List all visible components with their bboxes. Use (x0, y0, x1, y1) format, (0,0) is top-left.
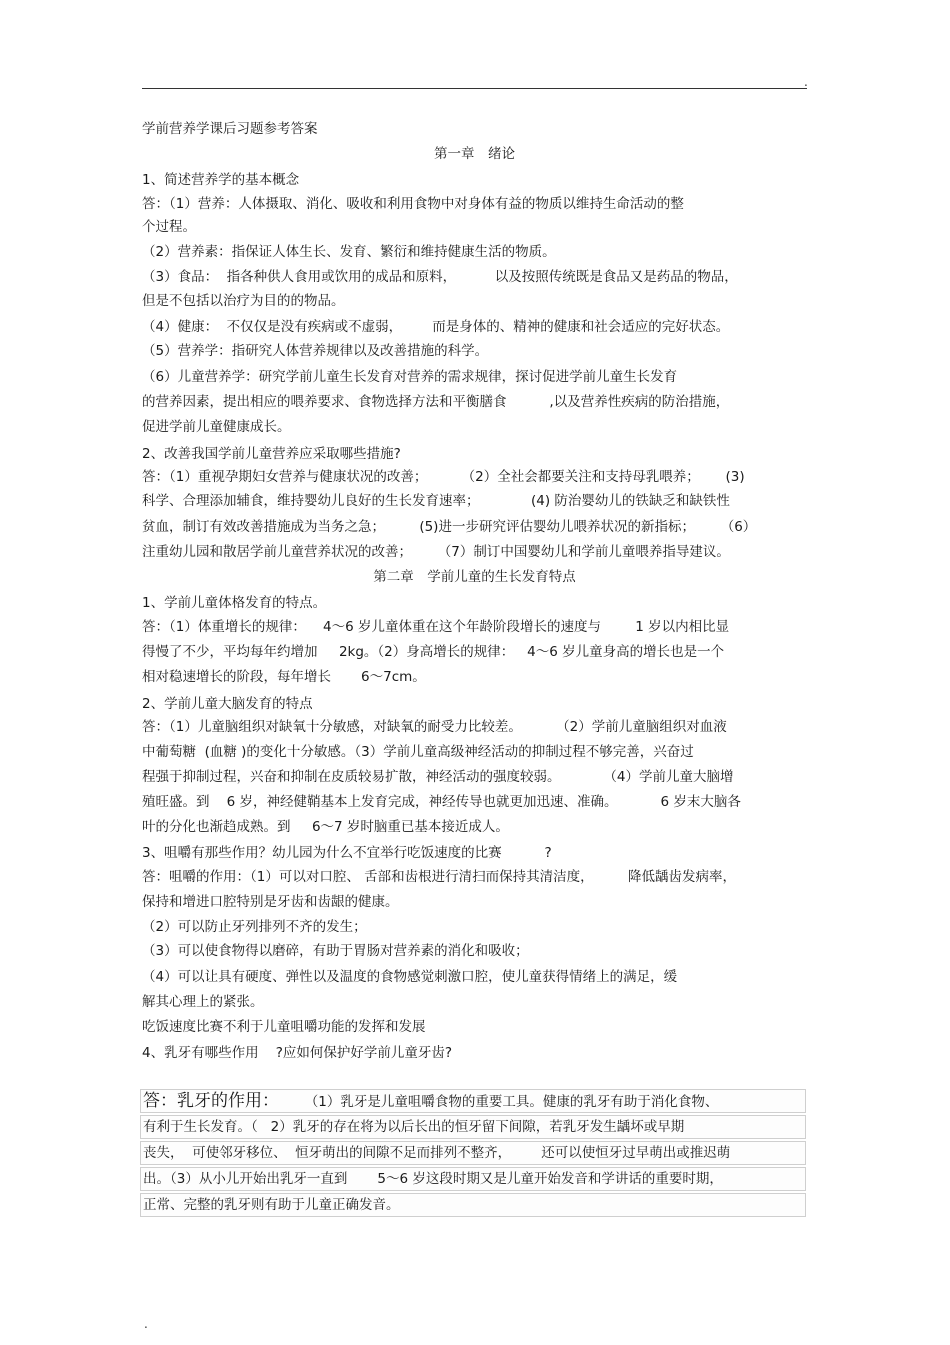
ch2-q1-line: 答：（1）体重增长的规律： 4～6 岁儿童体重在这个年龄阶段增长的速度与 1 岁以内相比显 (142, 619, 730, 635)
ch2-q4-line: 出。（3）从小儿开始出乳牙一直到 5～6 岁这段时期又是儿童开始发音和学讲话的重要时期， (140, 1167, 806, 1191)
ch2-q4-line: 有利于生长发育。（ 2）乳牙的存在将为以后长出的恒牙留下间隙，若乳牙发生龋坏或早期 (140, 1115, 806, 1139)
ch2-q3-line: 吃饭速度比赛不利于儿童咀嚼功能的发挥和发展 (142, 1019, 426, 1035)
ch2-q4-line: 丧失， 可使邻牙移位、 恒牙萌出的间隙不足而排列不整齐， 还可以使恒牙过早萌出或推迟萌 (140, 1141, 806, 1165)
ch2-q4-line: 正常、完整的乳牙则有助于儿童正确发音。 (140, 1193, 806, 1217)
ch1-q1-line: 但是不包括以治疗为目的的物品。 (142, 293, 345, 309)
ch1-q2-line: 注重幼儿园和散居学前儿童营养状况的改善； （7）制订中国婴幼儿和学前儿童喂养指导建议。 (142, 544, 730, 560)
ch1-q2-line: 贫血，制订有效改善措施成为当务之急； (5)进一步研究评估婴幼儿喂养状况的新指标； （6） (142, 519, 757, 535)
ch2-q2-line: 程强于抑制过程，兴奋和抑制在皮质较易扩散，神经活动的强度较弱。 （4）学前儿童大脑增 (142, 769, 734, 785)
chapter-2-heading: 第二章 学前儿童的生长发育特点 (373, 569, 576, 585)
ch2-q2-line: 答：（1）儿童脑组织对缺氧十分敏感，对缺氧的耐受力比较差。 （2）学前儿童脑组织对血液 (142, 719, 727, 735)
ch2-q3-line: 答：咀嚼的作用：（1）可以对口腔、 舌部和齿根进行清扫而保持其清洁度， 降低龋齿发病率， (142, 869, 736, 885)
ch1-q1-line: （6）儿童营养学：研究学前儿童生长发育对营养的需求规律，探讨促进学前儿童生长发育 (142, 369, 678, 385)
ch2-q4-answer-label: 答：乳牙的作用： (143, 1091, 279, 1111)
ch1-question-1: 1、简述营养学的基本概念 (142, 172, 300, 188)
ch2-q2-line: 中葡萄糖 (血糖 )的变化十分敏感。（3）学前儿童高级神经活动的抑制过程不够完善，兴奋过 (142, 744, 694, 760)
ch1-q1-line: 个过程。 (142, 219, 196, 235)
ch2-q2-line: 殖旺盛。到 6 岁，神经健鞘基本上发育完成，神经传导也就更加迅速、准确。 6 岁末大脑各 (142, 794, 741, 810)
ch1-q1-line: 促进学前儿童健康成长。 (142, 419, 291, 435)
ch2-q4-box-line (140, 1089, 806, 1113)
ch1-q1-line: （2）营养素：指保证人体生长、发育、繁衍和维持健康生活的物质。 (142, 244, 556, 260)
ch2-question-2: 2、学前儿童大脑发育的特点 (142, 696, 313, 712)
chapter-1-heading: 第一章 绪论 (434, 146, 515, 162)
ch2-q3-line: 保持和增进口腔特别是牙齿和齿龈的健康。 (142, 894, 399, 910)
ch2-q2-line: 叶的分化也渐趋成熟。到 6～7 岁时脑重已基本接近成人。 (142, 819, 509, 835)
corner-mark-bottom: . (144, 1317, 148, 1331)
corner-mark-top: . (804, 75, 808, 89)
ch1-q1-line: （5）营养学：指研究人体营养规律以及改善措施的科学。 (142, 343, 489, 359)
ch2-q1-line: 得慢了不少，平均每年约增加 2kg。（2）身高增长的规律： 4～6 岁儿童身高的增长也是一个 (142, 644, 725, 660)
ch1-q1-line: 答：（1）营养：人体摄取、消化、吸收和利用食物中对身体有益的物质以维持生命活动的整 (142, 196, 684, 212)
ch1-q1-line: （4）健康： 不仅仅是没有疾病或不虚弱， 而是身体的、精神的健康和社会适应的完好状态。 (142, 319, 730, 335)
ch1-question-2: 2、改善我国学前儿童营养应采取哪些措施? (142, 446, 401, 462)
ch2-q3-line: （3）可以使食物得以磨碎，有助于胃肠对营养素的消化和吸收； (142, 943, 529, 959)
header-rule (142, 88, 807, 89)
ch2-q3-line: 解其心理上的紧张。 (142, 994, 264, 1010)
document-title: 学前营养学课后习题参考答案 (142, 121, 318, 137)
ch2-question-4: 4、乳牙有哪些作用 ?应如何保护好学前儿童牙齿? (142, 1045, 453, 1061)
ch2-q3-line: （4）可以让具有硬度、弹性以及温度的食物感觉刺激口腔，使儿童获得情绪上的满足，缓 (142, 969, 678, 985)
ch1-q2-line: 答：（1）重视孕期妇女营养与健康状况的改善； （2）全社会都要关注和支持母乳喂养； (3) (142, 469, 745, 485)
ch1-q2-line: 科学、合理添加辅食，维持婴幼儿良好的生长发育速率； (4) 防治婴幼儿的铁缺乏和缺铁性 (142, 493, 730, 509)
ch2-q3-line: （2）可以防止牙列排列不齐的发生； (142, 919, 367, 935)
ch2-q1-line: 相对稳速增长的阶段，每年增长 6～7cm。 (142, 669, 426, 685)
ch1-q1-line: 的营养因素，提出相应的喂养要求、食物选择方法和平衡膳食 ,以及营养性疾病的防治措施， (142, 394, 730, 410)
ch2-question-3: 3、咀嚼有那些作用？幼儿园为什么不宜举行吃饭速度的比赛 ? (142, 845, 552, 861)
ch1-q1-line: （3）食品： 指各种供人食用或饮用的成品和原料， 以及按照传统既是食品又是药品的物品， (142, 269, 738, 285)
ch2-q4-line: （1）乳牙是儿童咀嚼食物的重要工具。健康的乳牙有助于消化食物、 (279, 1094, 719, 1110)
ch2-question-1: 1、学前儿童体格发育的特点。 (142, 595, 327, 611)
